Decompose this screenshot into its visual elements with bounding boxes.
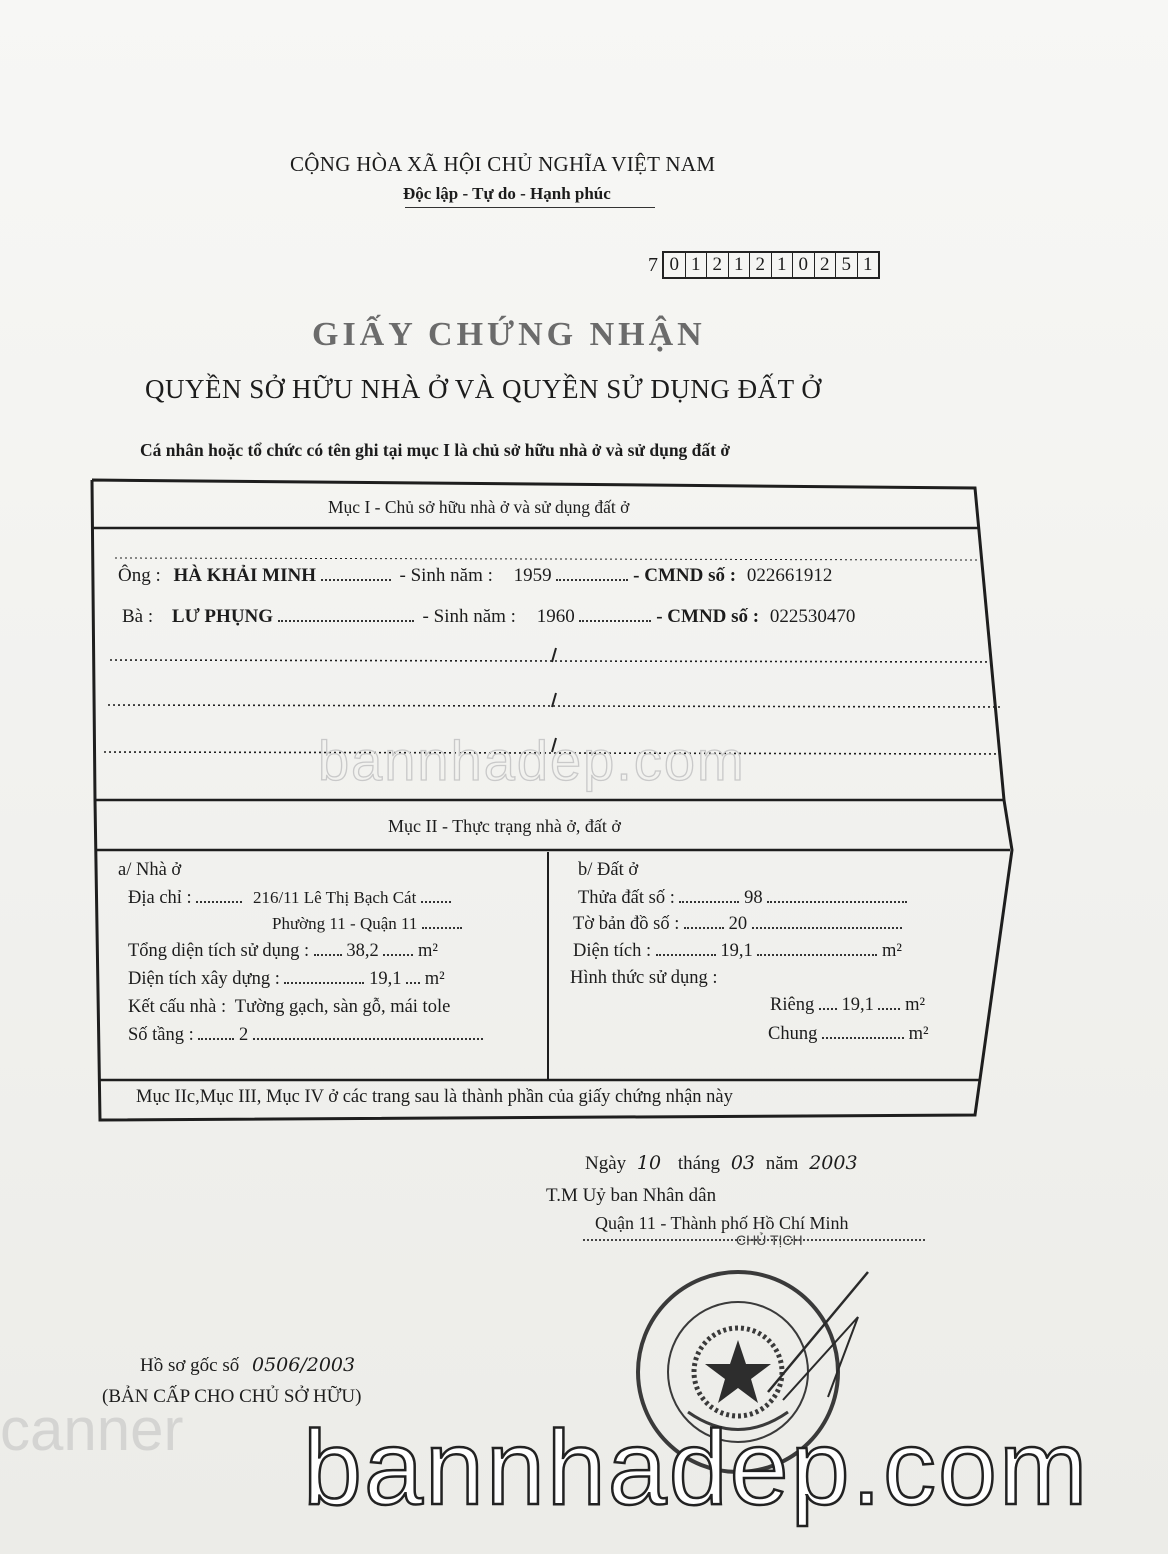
dotted-leader	[314, 954, 342, 956]
owner-name: LƯ PHỤNG	[171, 606, 274, 627]
address-line-1: 216/11 Lê Thị Bạch Cát	[252, 888, 417, 907]
build-area-row	[128, 969, 445, 990]
dotted-leader	[383, 954, 413, 956]
serial-digit: 1	[685, 253, 707, 277]
dotted-leader	[757, 954, 877, 956]
serial-digit: 0	[792, 253, 814, 277]
build-area-label: Diện tích xây dựng :	[128, 969, 280, 989]
house-heading: a/ Nhà ở	[118, 860, 182, 880]
month-label: tháng	[677, 1153, 721, 1174]
land-area-row	[573, 941, 902, 962]
serial-digit: 1	[771, 253, 793, 277]
intro-statement: Cá nhân hoặc tổ chức có tên ghi tại mục I là chủ sở hữu nhà ở và sử dụng đất ở	[140, 440, 731, 460]
address-line-2-row	[272, 914, 462, 934]
land-area-label: Diện tích :	[573, 941, 652, 961]
birth-year: 1960	[536, 606, 575, 627]
land-area-value: 19,1	[720, 941, 753, 961]
serial-digit: 0	[669, 254, 679, 275]
day-value: 10	[636, 1152, 662, 1174]
issue-date	[585, 1152, 858, 1175]
parcel-row	[578, 888, 907, 909]
birth-label: - Sinh năm :	[422, 606, 516, 627]
owner-row	[118, 606, 855, 628]
owner-prefix: Bà :	[122, 606, 154, 627]
area-unit: m²	[418, 941, 438, 961]
serial-digit: 1	[857, 253, 879, 277]
map-label: Tờ bản đồ số :	[573, 914, 680, 934]
structure-label: Kết cấu nhà :	[128, 997, 227, 1017]
dotted-leader	[579, 620, 651, 622]
id-number: 022661912	[746, 565, 833, 586]
dotted-leader	[196, 901, 242, 903]
dotted-leader	[278, 620, 414, 622]
map-row	[573, 914, 902, 935]
national-motto: Độc lập - Tự do - Hạnh phúc	[403, 184, 611, 203]
id-label: - CMND số :	[656, 606, 760, 627]
owner-prefix: Ông :	[118, 565, 161, 586]
floors-row	[128, 1025, 483, 1046]
birth-label: - Sinh năm :	[399, 565, 493, 586]
certificate-title: GIẤY CHỨNG NHẬN	[312, 316, 706, 353]
area-unit: m²	[908, 1024, 929, 1044]
dotted-leader	[684, 927, 724, 929]
year-label: năm	[765, 1153, 799, 1174]
floors-label: Số tầng :	[128, 1025, 194, 1045]
area-unit: m²	[905, 995, 926, 1015]
serial-digit: 2	[706, 253, 728, 277]
watermark-middle: bannhadep.com	[318, 729, 746, 792]
area-unit: m²	[881, 941, 902, 961]
dotted-leader	[767, 901, 907, 903]
serial-digit: 1	[728, 253, 750, 277]
chairman-title: CHỦ TỊCH	[736, 1232, 803, 1248]
owner-row	[118, 565, 832, 587]
structure-row	[128, 997, 450, 1018]
serial-digit: 2	[749, 253, 771, 277]
dotted-leader	[198, 1038, 234, 1040]
structure-value: Tường gạch, sàn gỗ, mái tole	[234, 997, 451, 1017]
shared-row	[768, 1024, 929, 1045]
total-area-value: 38,2	[346, 941, 379, 961]
record-number-row	[140, 1354, 355, 1377]
dotted-leader	[819, 1008, 837, 1010]
dotted-leader	[321, 579, 391, 581]
year-value: 2003	[809, 1152, 858, 1174]
parcel-value: 98	[744, 888, 763, 908]
watermark-bottom: bannhadep.com	[303, 1409, 1090, 1527]
floors-value: 2	[239, 1025, 249, 1045]
record-number: 0506/2003	[252, 1354, 356, 1376]
id-label: - CMND số :	[633, 565, 737, 586]
serial-digit: 5	[835, 253, 857, 277]
address-line-2: Phường 11 - Quận 11	[272, 914, 418, 933]
dotted-leader	[679, 901, 739, 903]
total-area-row	[128, 941, 438, 962]
record-label: Hồ sơ gốc số	[140, 1355, 240, 1376]
owner-name: HÀ KHẢI MINH	[173, 565, 316, 586]
month-value: 03	[730, 1152, 755, 1174]
section2-title: Mục II - Thực trạng nhà ở, đất ở	[388, 816, 621, 836]
dotted-leader	[556, 579, 628, 581]
dotted-leader	[656, 954, 716, 956]
dotted-leader	[822, 1037, 904, 1039]
copy-note: (BẢN CẤP CHO CHỦ SỞ HỮU)	[102, 1386, 362, 1407]
scanner-watermark: canner	[0, 1396, 184, 1463]
map-value: 20	[728, 914, 748, 934]
private-value: 19,1	[841, 995, 874, 1015]
dotted-leader	[406, 982, 420, 984]
area-unit: m²	[424, 969, 445, 989]
private-label: Riêng	[770, 995, 815, 1015]
id-number: 022530470	[769, 606, 856, 627]
dotted-leader	[878, 1008, 900, 1010]
birth-year: 1959	[513, 565, 552, 586]
total-area-label: Tổng diện tích sử dụng :	[128, 941, 310, 961]
certificate-subtitle: QUYỀN SỞ HỮU NHÀ Ở VÀ QUYỀN SỬ DỤNG ĐẤT Ở	[145, 374, 822, 404]
issuing-location: Quận 11 - Thành phố Hồ Chí Minh	[595, 1213, 849, 1233]
dotted-leader	[253, 1038, 483, 1040]
house-address-row	[128, 888, 451, 909]
dotted-leader	[421, 901, 451, 903]
address-label: Địa chỉ :	[128, 888, 192, 908]
parcel-label: Thửa đất số :	[578, 888, 675, 908]
republic-heading: CỘNG HÒA XÃ HỘI CHỦ NGHĨA VIỆT NAM	[290, 152, 716, 176]
dotted-leader	[422, 927, 462, 929]
serial-digit: 2	[814, 253, 836, 277]
build-area-value: 19,1	[369, 969, 402, 989]
shared-label: Chung	[768, 1024, 818, 1044]
usage-label: Hình thức sử dụng :	[570, 968, 718, 988]
day-label: Ngày	[585, 1153, 627, 1174]
footer-note: Mục IIc,Mục III, Mục IV ở các trang sau là thành phần của giấy chứng nhận này	[136, 1087, 733, 1107]
serial-lead-digit: 7	[648, 253, 658, 276]
dotted-leader	[284, 982, 364, 984]
land-heading: b/ Đất ở	[578, 860, 639, 880]
issuing-authority: T.M Uỷ ban Nhân dân	[546, 1185, 717, 1206]
private-row	[770, 995, 925, 1016]
dotted-leader	[752, 927, 902, 929]
section1-title: Mục I - Chủ sở hữu nhà ở và sử dụng đất ở	[328, 497, 630, 517]
